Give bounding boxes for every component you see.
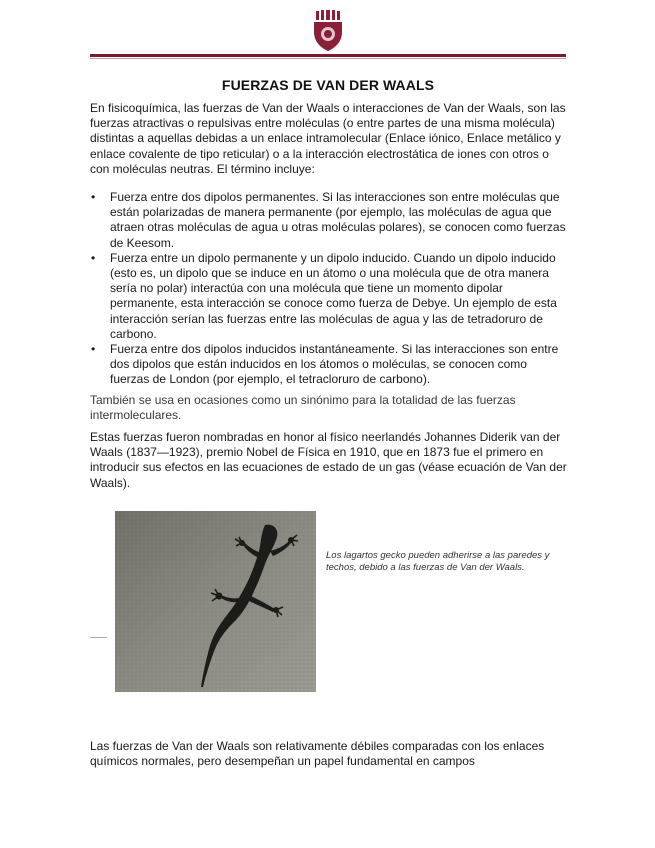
final-paragraph: Las fuerzas de Van der Waals son relativamente débiles comparadas con los enlaces químicos normales, pero desempeñan un papel fundamental en campos xyxy=(90,739,545,769)
gecko-photo xyxy=(115,511,316,692)
list-item-text: Fuerza entre dos dipolos permanentes. Si las interacciones son entre moléculas que están polarizadas de manera permanente (por ejemplo, las moléculas de agua que atraen otras moléculas de agua u otras moléculas polares), se conocen como fuerzas de Keesom. xyxy=(110,190,566,250)
institution-logo-icon xyxy=(313,10,343,52)
header-rule-thin xyxy=(90,58,566,59)
header-rule xyxy=(90,54,566,57)
history-paragraph: Estas fuerzas fueron nombradas en honor al físico neerlandés Johannes Diderik van der Waals (1837—1923), premio Nobel de Física en 1910, que en 1873 fue el primero en introducir sus efectos en las ecuaciones de estado de un gas (véase ecuación de Van der Waals). xyxy=(90,430,567,490)
forces-list xyxy=(90,190,568,388)
list-item-text: Fuerza entre dos dipolos inducidos instantáneamente. Si las interacciones son entre dos dipolos que están inducidos en los átomos o moléculas, se conocen como fuerzas de London (por ejemplo, el tetracloruro de carbono). xyxy=(110,342,559,387)
document-title: FUERZAS DE VAN DER WAALS xyxy=(221,77,435,93)
image-caption: Los lagartos gecko pueden adherirse a las paredes y techos, debido a las fuerzas de Van der Waals. xyxy=(326,550,550,574)
list-item xyxy=(90,251,568,342)
synonym-paragraph: También se usa en ocasiones como un sinónimo para la totalidad de las fuerzas intermoleculares. xyxy=(90,393,516,423)
bullet-icon: • xyxy=(91,342,96,357)
divider xyxy=(90,637,107,638)
intro-paragraph: En fisicoquímica, las fuerzas de Van der Waals o interacciones de Van der Waals, son las fuerzas atractivas o repulsivas entre moléculas (o entre partes de una misma molécula) distintas a aquellas debidas a un enlace intramolecular (Enlace iónico, Enlace metálico y enlace covalente de tipo reticular) o a la interacción electrostática de iones con otros o con moléculas neutras. El término incluye: xyxy=(90,101,566,176)
bullet-icon: • xyxy=(91,190,96,204)
list-item xyxy=(90,342,568,388)
list-item xyxy=(90,190,568,251)
list-item-text: Fuerza entre un dipolo permanente y un dipolo inducido. Cuando un dipolo inducido (esto es, un dipolo que se induce en un átomo o una molécula que de otra manera sería no polar) interactúa con una molécula que tiene un momento dipolar permanente, esta interacción se conoce como fuerza de Debye. Un ejemplo de esta interacción serían las fuerzas entre las moléculas de agua y las de tetradoruro de carbono. xyxy=(110,250,557,341)
bullet-icon: • xyxy=(91,250,96,265)
